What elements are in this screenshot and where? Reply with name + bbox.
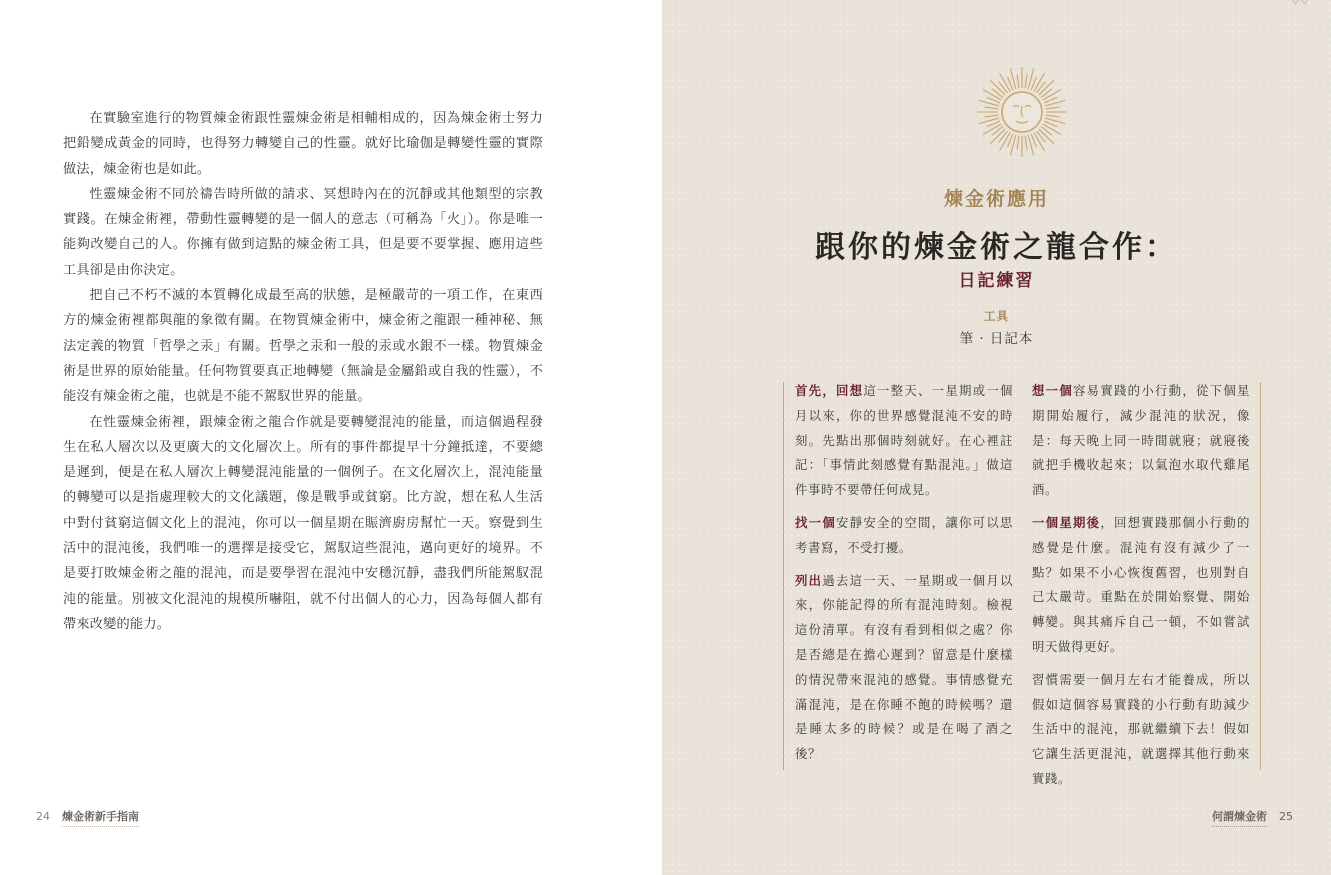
sun-ray <box>1034 73 1045 91</box>
right-page <box>662 0 1331 875</box>
page-title: 跟你的煉金術之龍合作： <box>815 230 1178 265</box>
column-rule-right <box>1260 382 1261 770</box>
step-lead: 一個星期後 <box>1032 514 1101 530</box>
exercise-step <box>795 379 1013 503</box>
step-text: ，回想實踐那個小行動的感覺是什麼。混沌有沒有減少了一點？如果不小心恢復舊習，也別對自己太嚴苛。重點在於開始察覺、開始轉變。與其痛斥自己一頓，不如嘗試明天做得更好。 <box>1032 514 1251 654</box>
step-lead: 首先，回想 <box>795 383 864 398</box>
page-footer <box>36 808 139 824</box>
exercise-step <box>1032 511 1250 660</box>
step-text: 習慣需要一個月左右才能養成，所以假如這個容易實踐的小行動有助減少生活中的混沌，那就繼續下去！假如它讓生活更混沌，就選擇其他行動來實踐。 <box>1032 671 1250 786</box>
sun-ray <box>1046 115 1060 117</box>
step-text: 容易實踐的小行動，從下個星期開始履行，減少混沌的狀況，像是：每天晚上同一時間就寢；就寢後就把手機收起來；以氣泡水取代雞尾酒。 <box>1032 383 1250 498</box>
sun-ray <box>983 90 1001 101</box>
page-footer <box>1212 808 1293 824</box>
paragraph: 在實驗室進行的物質煉金術跟性靈煉金術是相輔相成的，因為煉金術士努力把鉛變成黃金的同時，也得努力轉變自己的性靈。就好比瑜伽是轉變性靈的實際做法，煉金術也是如此。 <box>63 111 543 177</box>
body-text <box>63 106 543 637</box>
exercise-step <box>1032 379 1250 503</box>
sun-ray <box>984 107 998 109</box>
tools-value: 筆 · 日記本 <box>959 331 1034 347</box>
bookmark-corner-icon <box>1289 0 1311 8</box>
sun-ray <box>1000 73 1011 91</box>
sun-face-icon <box>976 66 1068 158</box>
page-number: 24 <box>36 810 50 823</box>
section-kicker: 煉金術應用 <box>943 188 1049 210</box>
page-subtitle: 日記練習 <box>958 271 1035 291</box>
page-number: 25 <box>1279 810 1293 823</box>
exercise-column-1 <box>795 379 1013 775</box>
sun-ray <box>983 124 1001 135</box>
exercise-step <box>795 569 1013 767</box>
exercise-column-2 <box>1032 379 1250 800</box>
sun-ray <box>1025 74 1027 88</box>
step-text: 這一整天、一星期或一個月以來，你的世界感覺混沌不安的時刻。先點出那個時刻就好。在心裡註記：「事情此刻感覺有點混沌。」做這件事時不要帶任何成見。 <box>795 383 1014 498</box>
sun-ray <box>1017 136 1019 150</box>
left-page <box>0 0 662 875</box>
sun-ray <box>1046 107 1060 109</box>
exercise-step <box>1032 668 1250 792</box>
paragraph: 把自己不朽不滅的本質轉化成最至高的狀態，是極嚴苛的一項工作，在東西方的煉金術裡都與龍的象徵有關。在物質煉金術中，煉金術之龍跟一種神秘、無法定義的物質「哲學之汞」有關。哲學之汞和一般的汞或水銀不一樣。物質煉金術是世界的原始能量。任何物質要真正地轉變（無論是金屬鉛或自我的性靈），不能沒有煉金術之龍，也就是不能不駕馭世界的能量。 <box>63 288 543 405</box>
step-text: 過去這一天、一星期或一個月以來，你能記得的所有混沌時刻。檢視這份清單。有沒有看到相似之處？你是否總是在擔心遲到？留意是什麼樣的情況帶來混沌的感覺。事情感覺充滿混沌，是在你睡不飽的時候嗎？還是睡太多的時候？或是在喝了酒之後？ <box>795 572 1014 762</box>
running-title: 煉金術新手指南 <box>62 810 139 827</box>
step-lead: 列出 <box>795 572 823 588</box>
step-text: 安靜安全的空間，讓你可以思考書寫，不受打擾。 <box>795 514 1013 555</box>
sun-ray <box>1043 124 1061 135</box>
paragraph: 在性靈煉金術裡，跟煉金術之龍合作就是要轉變混沌的能量，而這個過程發生在私人層次以及更廣大的文化層次上。所有的事件都提早十分鐘抵達，不要總是遲到，便是在私人層次上轉變混沌能量的一個例子。在文化層次上，混沌能量的轉變可以是指處理較大的文化議題，像是戰爭或貧窮。比方說，想在私人生活中對付貧窮這個文化上的混沌，你可以一個星期在賑濟廚房幫忙一天。察覺到生活中的混沌後，我們唯一的選擇是接受它，駕馭這些混沌，邁向更好的境界。不是要打敗煉金術之龍的混沌，而是要學習在混沌中安穩沉靜，盡我們所能駕馭混沌的能量。別被文化混沌的規模所嚇阻，就不付出個人的心力，因為每個人都有帶來改變的能力。 <box>63 414 543 632</box>
exercise-step <box>795 511 1013 561</box>
step-lead: 想一個 <box>1032 383 1073 398</box>
sun-ray <box>1034 133 1045 151</box>
column-rule-left <box>783 382 784 770</box>
sun-ray <box>984 115 998 117</box>
sun-ray <box>1043 90 1061 101</box>
step-lead: 找一個 <box>795 514 836 530</box>
tools-label: 工具 <box>984 309 1009 323</box>
running-title: 何謂煉金術 <box>1212 810 1267 827</box>
sun-ray <box>1000 133 1011 151</box>
paragraph: 性靈煉金術不同於禱告時所做的請求、冥想時內在的沉靜或其他類型的宗教實踐。在煉金術裡，帶動性靈轉變的是一個人的意志（可稱為「火」）。你是唯一能夠改變自己的人。你擁有做到這點的煉金術工具，但是要不要掌握、應用這些工具卻是由你決定。 <box>63 186 543 278</box>
sun-ray <box>1025 136 1027 150</box>
sun-ray <box>1017 74 1019 88</box>
